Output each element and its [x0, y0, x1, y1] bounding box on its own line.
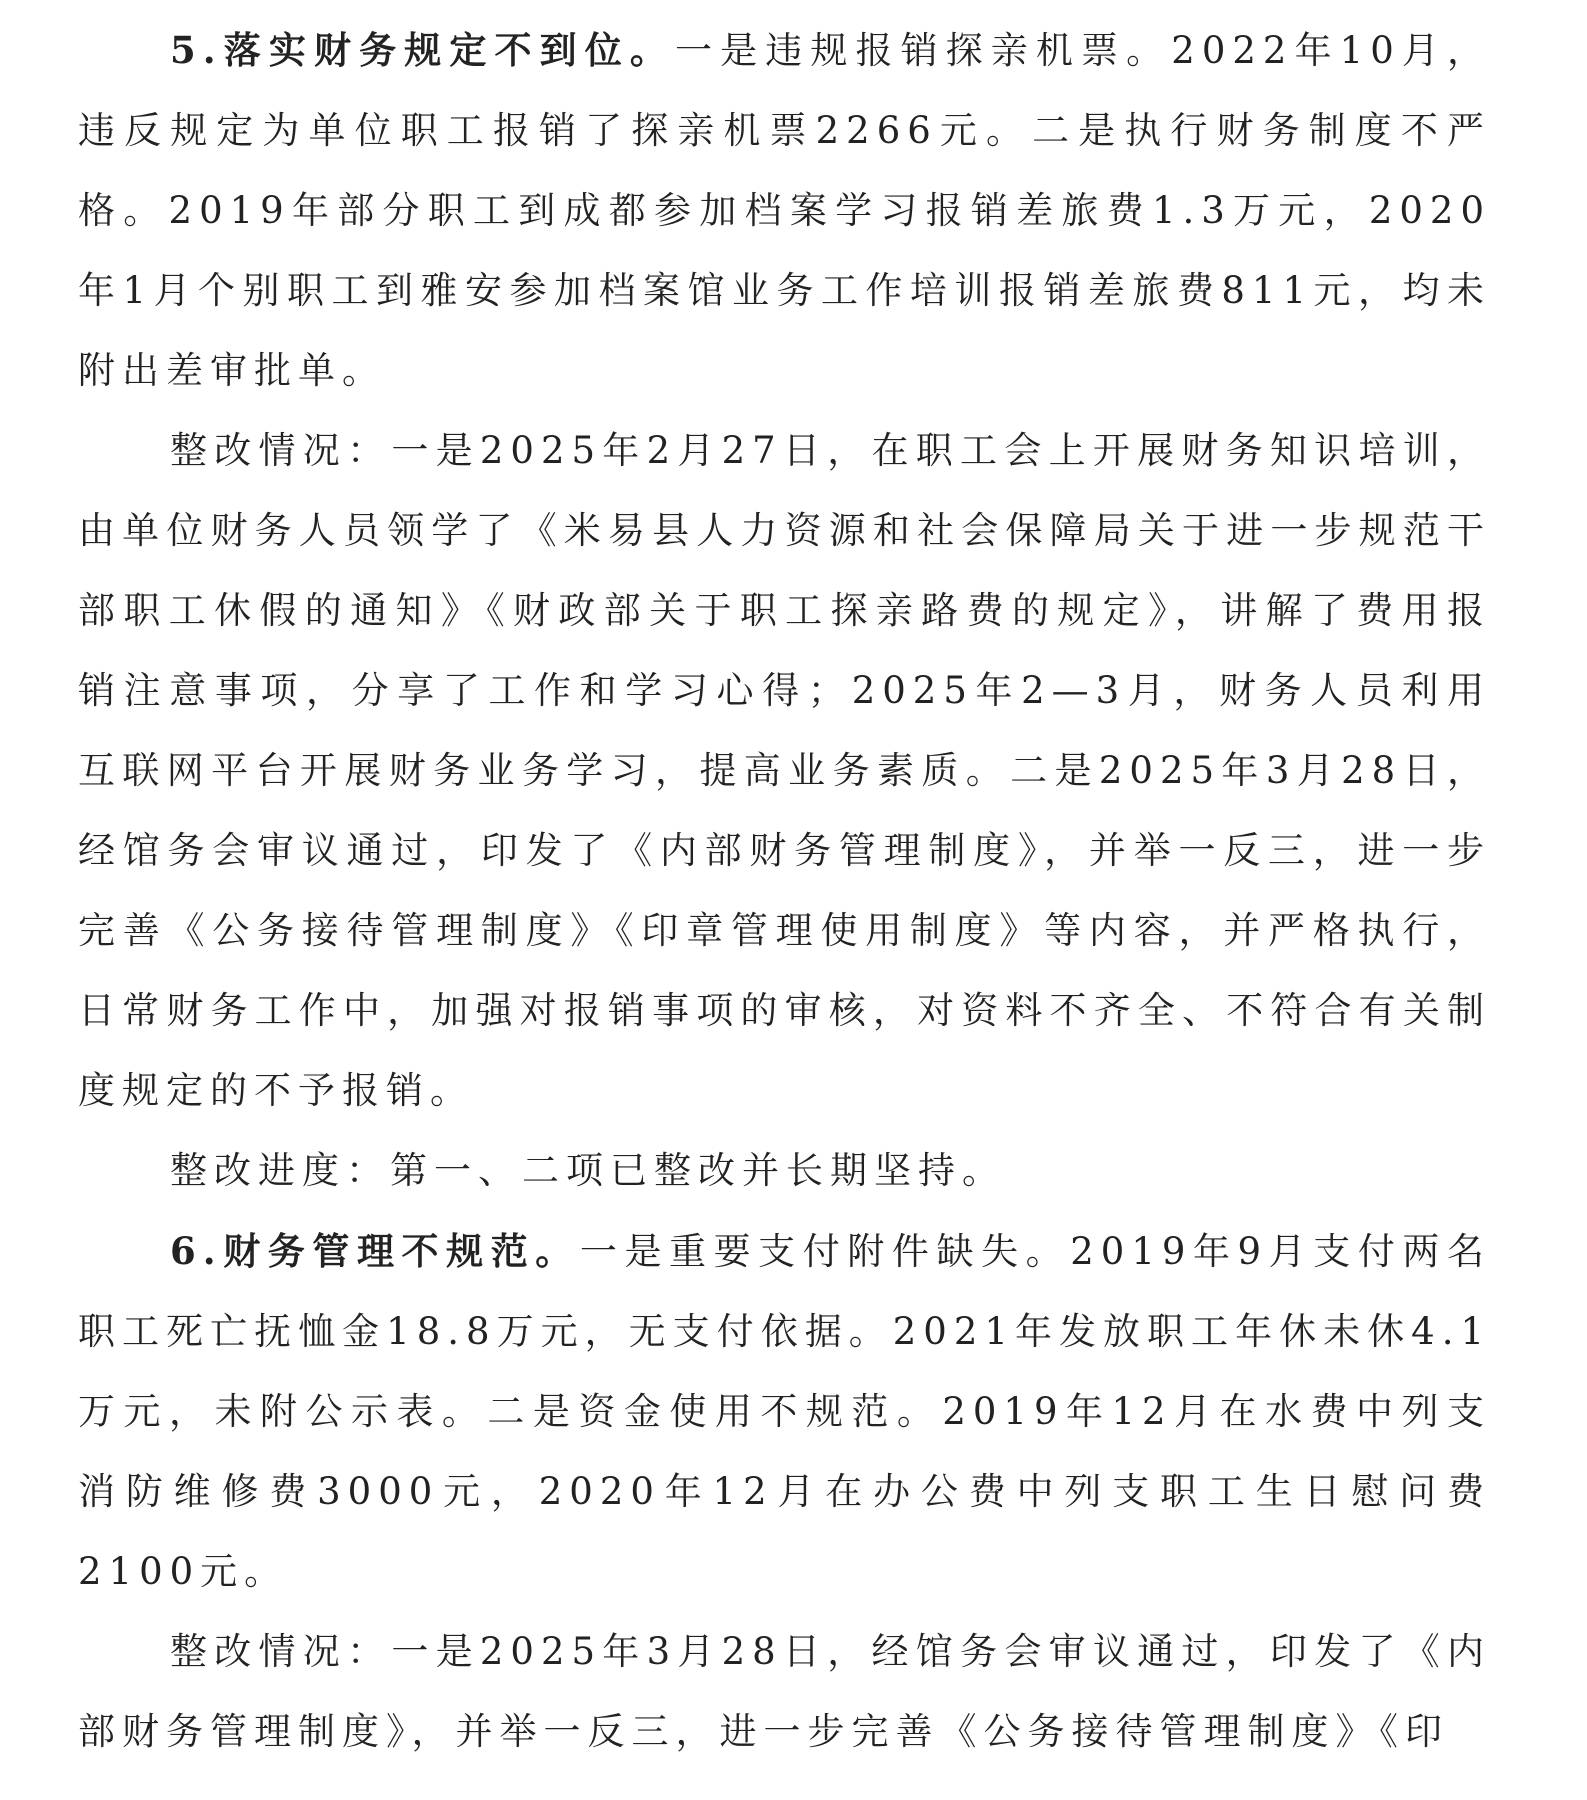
section6-rectification-paragraph: 整改情况：一是2025年3月28日，经馆务会审议通过，印发了《内部财务管理制度》，并举一反三，进一步完善《公务接待管理制度》《印	[78, 1630, 1491, 1753]
section5-heading-title: 落实财务规定不到位。	[222, 28, 675, 72]
section6-paragraph	[78, 1211, 1491, 1612]
section6-heading-title: 财务管理不规范。	[222, 1229, 580, 1273]
section5-heading	[170, 28, 675, 72]
section5-rectification-paragraph: 整改情况：一是2025年2月27日，在职工会上开展财务知识培训，由单位财务人员领学了《米易县人力资源和社会保障局关于进一步规范干部职工休假的通知》《财政部关于职工探亲路费的规定》，讲解了费用报销注意事项，分享了工作和学习心得；2025年2—3月，财务人员利用互联网平台开展财务业务学习，提高业务素质。二是2025年3月28日，经馆务会审议通过，印发了《内部财务管理制度》，并举一反三，进一步完善《公务接待管理制度》《印章管理使用制度》等内容，并严格执行，日常财务工作中，加强对报销事项的审核，对资料不齐全、不符合有关制度规定的不予报销。	[78, 429, 1491, 1112]
section5-heading-number: 5.	[170, 28, 223, 72]
section6-body: 一是重要支付附件缺失。2019年9月支付两名职工死亡抚恤金18.8万元，无支付依据。2021年发放职工年休未休4.1万元，未附公示表。二是资金使用不规范。2019年12月在水费中列支消防维修费3000元，2020年12月在办公费中列支职工生日慰问费2100元。	[78, 1230, 1491, 1593]
section6-heading	[170, 1229, 580, 1273]
section5-paragraph	[78, 10, 1491, 411]
section5-body: 一是违规报销探亲机票。2022年10月，违反规定为单位职工报销了探亲机票2266元。二是执行财务制度不严格。2019年部分职工到成都参加档案学习报销差旅费1.3万元，2020年1月个别职工到雅安参加档案馆业务工作培训报销差旅费811元，均未附出差审批单。	[78, 29, 1492, 392]
section6-heading-number: 6.	[170, 1229, 223, 1273]
document-page	[0, 10, 1587, 1800]
section5-progress-paragraph: 整改进度：第一、二项已整改并长期坚持。	[170, 1149, 1006, 1192]
